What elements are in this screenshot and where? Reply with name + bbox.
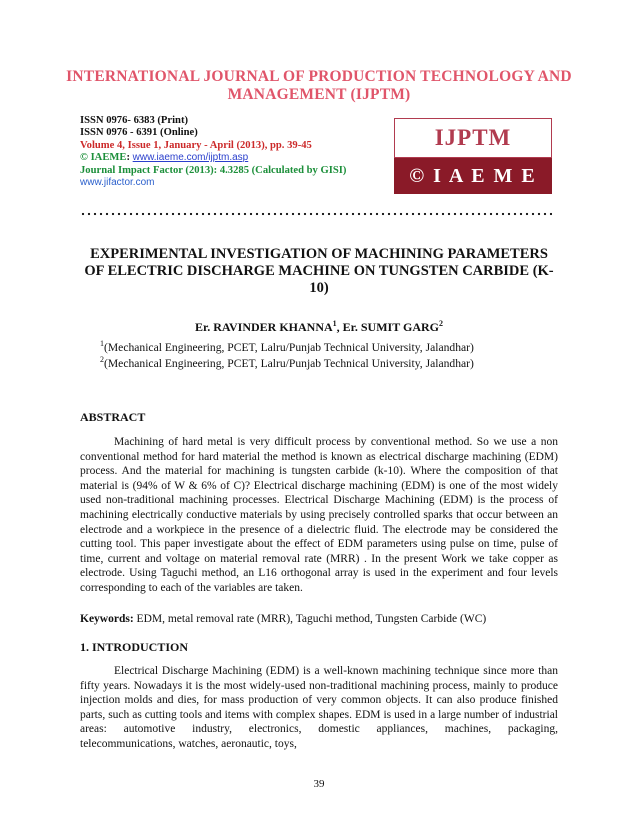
logo-ijptm-text: IJPTM (394, 118, 552, 158)
paper-title: EXPERIMENTAL INVESTIGATION OF MACHINING PARAMETERS OF ELECTRIC DISCHARGE MACHINE ON TUNGSTEN CARBIDE (K-10) (84, 246, 554, 296)
affiliation-2: $^2$(Mechanical Engineering, PCET, Lalru/Punjab Technical University, Jalandhar) (100, 355, 474, 370)
journal-title: INTERNATIONAL JOURNAL OF PRODUCTION TECHNOLOGY AND MANAGEMENT (IJPTM) (66, 68, 572, 103)
authors: Er. RAVINDER KHANNA$^1$, Er. SUMIT GARG$^2$ (194, 319, 444, 334)
keywords-text: EDM, metal removal rate (MRR), Taguchi method, Tungsten Carbide (WC) (133, 613, 487, 625)
issn-print: ISSN 0976- 6383 (Print) (80, 115, 188, 126)
introduction-text: Electrical Discharge Machining (EDM) is a well-known machining technique since more than fifty years. Nowadays it is the most widely-used non-traditional machining process, mainly to produce injection molds and dies, for mass production of very common objects. It can also produce finished parts, such as cutting tools and items with complex shapes. EDM is used in a large number of industrial areas: automotive industry, electronics, domestic appliances, machines, packaging, telecommunications, watches, aeronautic, toys, (80, 665, 558, 750)
journal-meta (80, 115, 346, 189)
dotted-divider (80, 212, 552, 216)
keywords-label: Keywords: (80, 613, 134, 625)
author-1: Er. RAVINDER KHANNA (194, 320, 333, 334)
journal-logo (394, 118, 552, 194)
abstract-text: Machining of hard metal is very difficult process by conventional method. So we use a non conventional method for hard material the method is known as electrical discharge machining (EDM) process. And the material for machining is tungsten carbide (k-10). Where the composition of that material is (94% of W & 6% of C)? Electrical discharge machining (EDM) is one of the most widely used non-traditional machining processes. Electrical Discharge Machining (EDM) is the process of machining electrically conductive materials by using precisely controlled sparks that occur between an electrode and a workpiece in the presence of a dielectric fluid. The electrode may be considered the cutting tool. This paper investigate about the effect of EDM parameters using pulse on time, pulse of time, current and voltage on material removal rate (MRR) . In the present Work we take copper as electrode. Using Taguchi method, an L16 orthogonal array is used in the experiment and four levels corresponding to each of the variables are taken. (80, 436, 558, 594)
volume-info: Volume 4, Issue 1, January - April (2013), pp. 39-45 (80, 139, 312, 151)
introduction-heading: 1. INTRODUCTION (80, 640, 189, 654)
abstract-heading: ABSTRACT (80, 410, 146, 424)
author-2: Er. SUMIT GARG (342, 320, 440, 334)
jifactor-link[interactable]: www.jifactor.com (80, 177, 155, 189)
author-1-sup: 1 (332, 319, 337, 328)
page-number: 39 (313, 778, 325, 790)
logo-iaeme-text: © I A E M E (394, 158, 552, 194)
iaeme-copyright: © IAEME (80, 152, 127, 164)
keywords (80, 612, 558, 627)
iaeme-line: © IAEME: www.iaeme.com/ijptm.asp (80, 152, 249, 164)
issn-online: ISSN 0976 - 6391 (Online) (80, 127, 198, 139)
iaeme-link[interactable]: www.iaeme.com/ijptm.asp (132, 152, 249, 164)
author-2-sup: 2 (439, 319, 444, 328)
impact-factor: Journal Impact Factor (2013): 4.3285 (Calculated by GISI) (80, 164, 347, 176)
affiliation-1: $^1$(Mechanical Engineering, PCET, Lalru/Punjab Technical University, Jalandhar) (100, 339, 474, 354)
